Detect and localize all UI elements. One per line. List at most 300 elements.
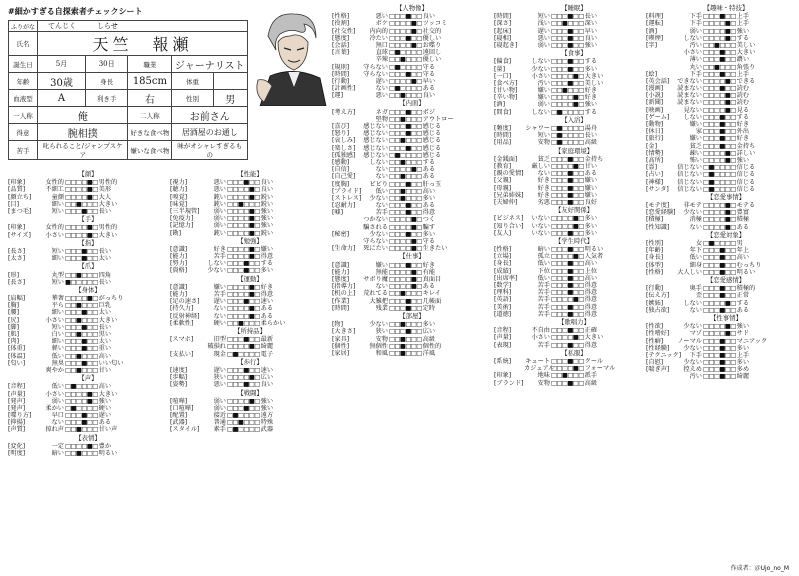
scale-right-label: アウトロー	[422, 115, 454, 123]
scale-left-label: 少ない	[207, 267, 226, 275]
scale-right-label: 多い	[422, 194, 436, 202]
section-heading: 【私服】	[561, 348, 587, 357]
scale-boxes: □□□□■□	[551, 71, 584, 80]
scale-key: [食べ方]	[494, 79, 518, 87]
scale-key: [性癖]	[646, 337, 664, 345]
scale-boxes: □□□□■□	[389, 267, 422, 276]
scale-boxes: □□■□□□	[227, 199, 260, 208]
scale-right-label: 良い	[422, 13, 436, 21]
scale-right-label: 濃い	[736, 56, 750, 64]
scale-left-label: 読まない	[677, 92, 702, 100]
scale-boxes: □□■□□□	[65, 199, 98, 208]
scale-key: [味覚]	[170, 200, 188, 208]
scale-row	[494, 311, 654, 318]
scale-boxes: □□□□■□	[703, 105, 736, 114]
scale-left-label: 疎い	[689, 149, 702, 157]
scale-boxes: □□□□■□	[389, 215, 422, 224]
scale-boxes: □□□□■□	[227, 185, 260, 194]
scale-right-label: 得意	[260, 291, 274, 299]
scale-key: [顔立ち]	[8, 193, 32, 201]
scale-left-label: 直球	[375, 49, 388, 57]
scale-left-label: 白い	[51, 331, 64, 339]
scale-left-label: 薄い	[689, 56, 702, 64]
scale-key: [英会話]	[646, 77, 670, 85]
scale-right-label: ある	[260, 312, 274, 320]
scale-right-label: 長い	[584, 132, 598, 140]
scale-key: [性知識]	[646, 223, 670, 231]
scale-right-label: 速い	[260, 366, 274, 374]
scale-key: [年齢]	[646, 247, 664, 255]
scale-left-label: 嫌い	[689, 135, 702, 143]
scale-left-label: 安物	[537, 139, 550, 147]
scale-right-label: 上位	[584, 267, 598, 275]
scale-right-label: 信じる	[736, 185, 756, 193]
scale-right-label: 信じる	[736, 164, 756, 172]
scale-key: [支払い]	[170, 350, 194, 358]
scale-right-label: 多い	[422, 321, 436, 329]
scale-row	[646, 307, 799, 314]
scale-left-label: 苦手	[375, 209, 388, 217]
scale-right-label: 多い	[584, 65, 598, 73]
scale-key: [ゲーム]	[646, 113, 670, 121]
scale-left-label: 女性的	[45, 179, 64, 187]
scale-boxes: □□□■□□	[227, 335, 260, 344]
scale-key: [性格]	[646, 268, 664, 276]
scale-right-label: ある	[422, 173, 436, 181]
scale-key: [品質]	[8, 186, 26, 194]
scale-right-label: 特殊	[260, 419, 274, 427]
scale-right-label: 生きたい	[422, 245, 448, 253]
scale-right-label: 上手	[736, 20, 750, 28]
scale-right-label: 得意	[584, 289, 598, 297]
scale-left-label: カジュアル	[524, 365, 555, 373]
scale-right-label: 多い	[584, 229, 598, 237]
scale-boxes: □□□■□□	[551, 281, 584, 290]
scale-left-label: 控えめ	[683, 366, 702, 374]
scale-boxes: □□□■□□	[389, 260, 422, 269]
scale-right-label: する	[260, 260, 274, 268]
scale-key: [性欲]	[646, 323, 664, 331]
scale-right-label: 信じる	[736, 171, 756, 179]
scale-key: [喫煙]	[646, 34, 664, 42]
scale-key: [嗅覚]	[170, 193, 188, 201]
scale-key: [喋り方]	[8, 412, 32, 420]
scale-key: [寝相]	[494, 34, 512, 42]
scale-key: [計画性]	[332, 85, 356, 93]
scale-key: [社交性]	[332, 27, 356, 35]
scale-row	[8, 232, 168, 239]
scale-boxes: □□■□□□	[389, 334, 422, 343]
scale-boxes: □□□■□□	[551, 190, 584, 199]
scale-boxes: □□□□■□	[227, 311, 260, 320]
scale-right-label: する	[736, 113, 750, 121]
scale-left-label: しない	[531, 58, 550, 66]
scale-right-label: 得意	[584, 341, 598, 349]
scale-left-label: 丸型	[51, 271, 64, 279]
scale-left-label: 嫌い	[689, 121, 702, 129]
scale-boxes: □□□■□□	[389, 179, 422, 188]
scale-right-label: 強い	[260, 215, 274, 223]
scale-key: [英語]	[494, 296, 512, 304]
scale-key: [自慰]	[646, 359, 664, 367]
scale-left-label: 苦手	[537, 296, 550, 304]
scale-key: [規則]	[332, 63, 350, 71]
scale-key: [性嗜好]	[646, 330, 670, 338]
scale-key: [ストレス]	[332, 194, 362, 202]
scale-key: [大きさ]	[332, 328, 356, 336]
scale-right-label: 得意	[584, 310, 598, 318]
scale-left-label: 弱い	[213, 215, 226, 223]
scale-key: [聴力]	[170, 186, 188, 194]
scale-boxes: □□□■□□	[703, 305, 736, 314]
scale-right-label: 広い	[422, 328, 436, 336]
scale-key: [印象]	[494, 372, 512, 380]
scale-boxes: □□■□□□	[389, 341, 422, 350]
scale-right-label: フォーマル	[584, 365, 616, 373]
scale-left-label: 弱い	[537, 41, 550, 49]
scale-boxes: □□□□■□	[389, 222, 422, 231]
scale-left-label: 小さい	[531, 334, 550, 342]
scale-left-label: 嫌い	[213, 283, 226, 291]
scale-boxes: □□■□□□	[703, 40, 736, 49]
scale-left-label: キュート	[525, 357, 550, 365]
scale-key: [発声]	[8, 397, 26, 405]
scale-key: [字]	[646, 41, 658, 49]
scale-key: [楽しさ]	[332, 144, 356, 152]
scale-right-label: 太い	[98, 309, 112, 317]
scale-key: [運]	[332, 92, 344, 100]
scale-left-label: 悪い	[537, 34, 550, 42]
scale-boxes: □□□□■□	[703, 222, 736, 231]
scale-right-label: 正常	[736, 292, 750, 300]
scale-boxes: □□■□□□	[389, 186, 422, 195]
scale-left-label: 硬い	[213, 319, 226, 327]
scale-left-label: つかない	[363, 216, 388, 224]
scale-key: [金銭面]	[494, 155, 518, 163]
scale-right-label: 大きい	[584, 334, 604, 342]
scale-boxes: □■□□□□	[389, 84, 422, 93]
scale-right-label: 外出	[736, 128, 750, 136]
scale-right-label: 明るい	[736, 268, 756, 276]
scale-right-label: ある	[98, 419, 112, 427]
scale-boxes: □□□□■□	[551, 364, 584, 373]
scale-key: [高所]	[646, 156, 664, 164]
scale-right-label: 嫌い	[584, 191, 598, 199]
scale-left-label: 破損れ	[207, 343, 226, 351]
scale-key: [行動]	[332, 77, 350, 85]
scale-boxes: □□□■□□	[65, 308, 98, 317]
scale-left-label: 華奢	[51, 295, 64, 303]
scale-left-label: 貧乏	[537, 155, 550, 163]
scale-key: [勘]	[170, 229, 182, 237]
scale-key: [個性]	[332, 342, 350, 350]
liked-food-label: 好きな食べ物	[128, 124, 172, 141]
scale-key: [旅行]	[646, 135, 664, 143]
scale-left-label: 悪い	[213, 179, 226, 187]
scale-right-label: 速い	[260, 298, 274, 306]
scale-left-label: 下手	[689, 13, 702, 21]
scale-boxes: □□■□□□	[389, 193, 422, 202]
scale-left-label: 細い	[51, 255, 64, 263]
scale-boxes: □□□□■□	[389, 40, 422, 49]
scale-column	[8, 170, 168, 457]
scale-boxes: □□□■□□	[227, 297, 260, 306]
scale-key: [家居]	[332, 349, 350, 357]
scale-boxes: □□■□□□	[551, 19, 584, 28]
scale-left-label: 細い	[51, 309, 64, 317]
scale-right-label: する	[422, 158, 436, 166]
scale-left-label: 爽やか	[45, 366, 64, 374]
scale-boxes: □■□□□□	[551, 138, 584, 147]
scale-left-label: 大人しい	[677, 268, 702, 276]
scale-boxes: □□□□■□	[551, 100, 584, 109]
scale-boxes: □□■□□□	[65, 449, 98, 458]
section-heading: 【人物像】	[396, 4, 428, 12]
scale-right-label: 柔らかい	[260, 319, 286, 327]
weak-label: 苦手	[9, 141, 38, 160]
scale-key: [占い]	[646, 171, 664, 179]
scale-key: [夫婦仲]	[494, 198, 518, 206]
scale-boxes: □□■□□□	[703, 62, 736, 71]
scale-right-label: 鋭い	[260, 229, 274, 237]
scale-left-label: 遅い	[375, 77, 388, 85]
scale-row	[332, 305, 492, 312]
scale-row	[332, 350, 492, 357]
scale-left-label: 苦手	[213, 291, 226, 299]
scale-boxes: □□□□■□	[703, 201, 736, 210]
scale-left-label: 好き	[537, 191, 550, 199]
scale-key: [情勢]	[646, 149, 664, 157]
scale-key: [家具]	[332, 335, 350, 343]
scale-key: [漫画]	[646, 85, 664, 93]
scale-right-label: 几帳面	[422, 297, 442, 305]
scale-key: [意識]	[332, 261, 350, 269]
scale-left-label: 少ない	[369, 230, 388, 238]
scale-left-label: 低い	[689, 254, 702, 262]
scale-right-label: サド	[736, 330, 750, 338]
scale-right-label: 得意	[260, 253, 274, 261]
scale-boxes: □■□□□□	[703, 177, 736, 186]
scale-boxes: □□□■□□	[703, 253, 736, 262]
scale-row	[646, 224, 799, 231]
scale-right-label: 鋭い	[260, 200, 274, 208]
scale-boxes: □■□□□□	[551, 124, 584, 133]
scale-key: [自己愛]	[332, 173, 356, 181]
section-heading: 【家庭環境】	[554, 146, 594, 155]
scale-left-label: 不自由	[531, 327, 550, 335]
scale-right-label: 定時	[422, 304, 436, 312]
scale-boxes: □□□■□□	[551, 64, 584, 73]
scale-left-label: 和風	[375, 349, 388, 357]
scale-row	[8, 450, 168, 457]
section-heading: 【内面】	[399, 99, 425, 108]
scale-boxes: □■□□□□	[65, 403, 98, 412]
name-label: 氏名	[9, 32, 38, 56]
scale-boxes: □□□□■□	[389, 282, 422, 291]
scale-boxes: □□□□■□	[703, 208, 736, 217]
scale-right-label: 感じる	[422, 144, 442, 152]
scale-key: [偏食]	[494, 58, 512, 66]
scale-left-label: 無臭	[51, 359, 64, 367]
scale-left-label: ない	[375, 85, 388, 93]
scale-boxes: □□□□■□	[703, 329, 736, 338]
scale-left-label: 弱い	[213, 207, 226, 215]
scale-key: [明度]	[8, 450, 26, 458]
scale-boxes: □□□■□□	[227, 403, 260, 412]
scale-left-label: 劣悪	[537, 198, 550, 206]
scale-left-label: 苦手	[537, 341, 550, 349]
disliked-food-label: 嫌いな食べ物	[128, 141, 172, 160]
section-heading: 【食事】	[561, 49, 587, 58]
scale-key: [声量]	[494, 334, 512, 342]
weak-value: 叱られること/ジャンプスケア	[38, 141, 128, 160]
scale-left-label: 早口	[51, 412, 64, 420]
scale-boxes: □□□■□□	[389, 12, 422, 21]
scale-key: [感動]	[332, 158, 350, 166]
scale-right-label: 金持ち	[736, 142, 756, 150]
scale-boxes: □□□□■□	[227, 228, 260, 237]
scale-boxes: □□□■□□	[551, 259, 584, 268]
scale-key: [視力]	[170, 179, 188, 187]
scale-right-label: 読む	[736, 99, 750, 107]
scale-left-label: 無個性	[369, 342, 388, 350]
scale-boxes: □□□■□□	[389, 327, 422, 336]
scale-right-label: 綺麗	[736, 373, 750, 381]
scale-left-label: 普通	[213, 419, 226, 427]
scale-boxes: □□□■□□	[551, 340, 584, 349]
scale-boxes: □□■□□□	[389, 136, 422, 145]
scale-key: [肉]	[8, 338, 20, 346]
scale-boxes: □□□■□□	[389, 69, 422, 78]
scale-boxes: □□□□■□	[551, 252, 584, 261]
scale-left-label: 貧乏	[689, 142, 702, 150]
scale-boxes: □■□□□□	[703, 239, 736, 248]
scale-right-label: 遠方	[260, 412, 274, 420]
scale-boxes: □□□□■□	[389, 165, 422, 174]
scale-right-label: ある	[422, 166, 436, 174]
scale-right-label: 嫌い	[584, 184, 598, 192]
scale-right-label: する	[736, 34, 750, 42]
scale-boxes: □□□■□□	[389, 129, 422, 138]
scale-boxes: □□■□□□	[65, 315, 98, 324]
scale-boxes: □■□□□□	[551, 131, 584, 140]
scale-left-label: 苦手	[537, 282, 550, 290]
scale-right-label: 大きい	[584, 72, 604, 80]
scale-right-label: 嫌い	[584, 177, 598, 185]
scale-right-label: する	[584, 58, 598, 66]
scale-left-label: 残業	[375, 304, 388, 312]
scale-right-label: 男性的	[98, 179, 118, 187]
scale-key: [声量]	[8, 390, 26, 398]
scale-right-label: 遠回し	[422, 49, 442, 57]
scale-right-label: 大きい	[98, 390, 118, 398]
scale-left-label: いない	[531, 222, 550, 230]
section-heading: 【顔】	[78, 170, 98, 178]
scale-left-label: 短い	[51, 207, 64, 215]
scale-boxes: □□□■□□	[227, 259, 260, 268]
scale-right-label: 人気者	[584, 253, 604, 261]
scale-key: [肩幅]	[8, 295, 26, 303]
scale-right-label: ある	[422, 202, 436, 210]
scale-boxes: □■□□□□	[703, 163, 736, 172]
scale-left-label: 弱い	[689, 27, 702, 35]
scale-right-label: 高い	[736, 254, 750, 262]
scale-boxes: □□□■□□	[389, 201, 422, 210]
scale-boxes: □□□□■□	[551, 214, 584, 223]
birth-month: 5月	[38, 56, 86, 73]
scale-left-label: 弱い	[537, 101, 550, 109]
scale-key: [喘ぎ声]	[646, 366, 670, 374]
scale-key: [深さ]	[494, 20, 512, 28]
scale-left-label: 狭い	[213, 374, 226, 382]
scale-right-label: 肝っ玉	[422, 180, 442, 188]
scale-left-label: ない	[689, 223, 702, 231]
blood-value: A	[38, 90, 86, 107]
scale-left-label: 内向的	[369, 27, 388, 35]
section-heading: 【入浴】	[561, 115, 587, 124]
scale-key: [積極]	[646, 216, 664, 224]
scale-key: [父親]	[494, 177, 512, 185]
scale-left-label: 鈍い	[213, 229, 226, 237]
scale-boxes: □□□■□□	[551, 309, 584, 318]
scale-right-label: 得意	[584, 282, 598, 290]
scale-right-label: ある	[736, 223, 750, 231]
scale-boxes: □□□■□□	[389, 107, 422, 116]
scale-key: [動物]	[646, 121, 664, 129]
scale-boxes: □□□□■□	[389, 19, 422, 28]
scale-key: [時間]	[332, 70, 350, 78]
scale-boxes: □□□□■□	[65, 192, 98, 201]
scale-left-label: しない	[683, 34, 702, 42]
scale-boxes: □□□□■□	[227, 342, 260, 351]
liked-food-value: 居酒屋のお通し	[172, 124, 248, 141]
scale-right-label: いい匂い	[98, 359, 124, 367]
scale-right-label: ある	[422, 283, 436, 291]
scale-left-label: サボり魔	[363, 275, 388, 283]
scale-left-label: 好き	[213, 245, 226, 253]
scale-boxes: □□□■□□	[389, 122, 422, 131]
scale-left-label: 汚い	[689, 41, 702, 49]
scale-right-label: 社交的	[422, 27, 442, 35]
scale-right-label: できる	[736, 77, 756, 85]
scale-left-label: ない	[537, 170, 550, 178]
scale-key: [忍耐力]	[332, 202, 356, 210]
scale-key: [免疫力]	[170, 215, 194, 223]
scale-key: [サンタ]	[646, 185, 669, 193]
scale-left-label: しない	[369, 158, 388, 166]
scale-boxes: □■□□□□	[65, 382, 98, 391]
scale-boxes: □□□□■□	[703, 155, 736, 164]
scale-right-label: 見る	[736, 106, 750, 114]
scale-right-label: 男性的	[98, 224, 118, 232]
scale-key: [スタイル]	[170, 426, 200, 434]
scale-right-label: ツッコミ	[422, 20, 448, 28]
scale-right-label: 守る	[422, 70, 436, 78]
scale-key: [態度]	[332, 275, 350, 283]
scale-right-label: 強い	[736, 156, 750, 164]
scale-left-label: 嫌い	[375, 261, 388, 269]
scale-key: [言葉]	[332, 49, 350, 57]
scale-right-label: 上手	[736, 70, 750, 78]
scale-left-label: 弱い	[213, 222, 226, 230]
scale-left-label: 荒れてる	[363, 290, 388, 298]
scale-right-label: クール	[584, 357, 604, 365]
scale-boxes: □□□■□□	[703, 141, 736, 150]
scale-right-label: 豊富	[736, 209, 750, 217]
scale-left-label: 浅い	[537, 20, 550, 28]
scale-right-label: 派手	[584, 372, 598, 380]
scale-key: [孤独感]	[332, 151, 356, 159]
